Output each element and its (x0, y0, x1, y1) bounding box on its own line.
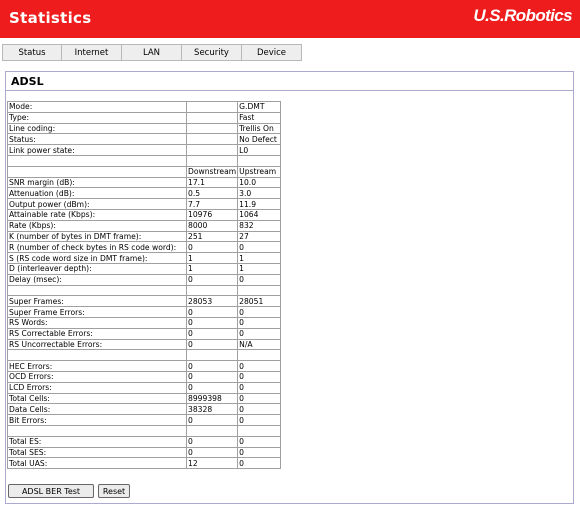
row-label: LCD Errors: (8, 382, 187, 393)
row-upstream: 1 (238, 253, 281, 264)
row-upstream: 0 (238, 307, 281, 318)
spacer-row (8, 350, 281, 361)
table-row (8, 242, 281, 253)
row-label: Link power state: (8, 145, 187, 156)
row-label: Line coding: (8, 123, 187, 134)
row-upstream: 0 (238, 382, 281, 393)
row-upstream: N/A (238, 339, 281, 350)
row-label: Super Frame Errors: (8, 307, 187, 318)
table-row (8, 209, 281, 220)
nav-tabs (2, 44, 302, 61)
row-downstream: 1 (187, 253, 238, 264)
row-downstream: 0 (187, 242, 238, 253)
row-label: Attainable rate (Kbps): (8, 209, 187, 220)
row-value-empty (187, 123, 238, 134)
row-downstream: 7.7 (187, 199, 238, 210)
row-downstream: 0 (187, 436, 238, 447)
row-upstream: 0 (238, 404, 281, 415)
row-value-empty (187, 145, 238, 156)
row-upstream: 0 (238, 371, 281, 382)
row-downstream: 38328 (187, 404, 238, 415)
row-value-empty (187, 102, 238, 113)
row-downstream: 0 (187, 382, 238, 393)
row-downstream: 8000 (187, 220, 238, 231)
row-value: Fast (238, 112, 281, 123)
row-downstream: 17.1 (187, 177, 238, 188)
table-row (8, 145, 281, 156)
row-label: RS Uncorrectable Errors: (8, 339, 187, 350)
reset-button[interactable]: Reset (98, 484, 130, 498)
row-label: Total UAS: (8, 458, 187, 469)
table-row (8, 393, 281, 404)
row-downstream: 1 (187, 263, 238, 274)
tab-lan[interactable]: LAN (122, 44, 182, 61)
row-upstream: 0 (238, 317, 281, 328)
row-downstream: 0 (187, 371, 238, 382)
row-label: Data Cells: (8, 404, 187, 415)
row-downstream: 10976 (187, 209, 238, 220)
row-upstream: 11.9 (238, 199, 281, 210)
row-upstream: 28051 (238, 296, 281, 307)
row-upstream: 0 (238, 328, 281, 339)
table-row (8, 328, 281, 339)
row-value: No Defect (238, 134, 281, 145)
row-value: G.DMT (238, 102, 281, 113)
table-row (8, 231, 281, 242)
row-label: Type: (8, 112, 187, 123)
row-downstream: 251 (187, 231, 238, 242)
row-upstream: 0 (238, 242, 281, 253)
table-row (8, 123, 281, 134)
table-row (8, 371, 281, 382)
column-header-row (8, 166, 281, 177)
row-label: Total ES: (8, 436, 187, 447)
section-header (5, 71, 574, 91)
row-label: Attenuation (dB): (8, 188, 187, 199)
row-label: Total Cells: (8, 393, 187, 404)
table-row (8, 415, 281, 426)
row-label: D (interleaver depth): (8, 263, 187, 274)
row-value: L0 (238, 145, 281, 156)
row-value-empty (187, 134, 238, 145)
table-row (8, 274, 281, 285)
row-upstream: 832 (238, 220, 281, 231)
row-label: Status: (8, 134, 187, 145)
row-upstream: 0 (238, 458, 281, 469)
table-row (8, 199, 281, 210)
row-upstream: 0 (238, 415, 281, 426)
row-downstream: 12 (187, 458, 238, 469)
row-upstream: 0 (238, 436, 281, 447)
brand-logo: U.S.Robotics (473, 6, 572, 25)
row-label: Bit Errors: (8, 415, 187, 426)
table-row (8, 177, 281, 188)
table-row (8, 436, 281, 447)
table-row (8, 458, 281, 469)
row-downstream: 0 (187, 317, 238, 328)
row-downstream: 28053 (187, 296, 238, 307)
table-row (8, 112, 281, 123)
row-upstream: 3.0 (238, 188, 281, 199)
table-row (8, 339, 281, 350)
row-label: K (number of bytes in DMT frame): (8, 231, 187, 242)
row-label: RS Correctable Errors: (8, 328, 187, 339)
table-row (8, 253, 281, 264)
row-upstream: 0 (238, 274, 281, 285)
row-upstream: 27 (238, 231, 281, 242)
column-header-upstream: Upstream (238, 166, 281, 177)
row-downstream: 0 (187, 339, 238, 350)
row-label: Rate (Kbps): (8, 220, 187, 231)
row-upstream: 0 (238, 447, 281, 458)
row-downstream: 0 (187, 274, 238, 285)
row-upstream: 1 (238, 263, 281, 274)
action-buttons (8, 484, 130, 498)
row-label: Output power (dBm): (8, 199, 187, 210)
row-label: OCD Errors: (8, 371, 187, 382)
row-downstream: 0.5 (187, 188, 238, 199)
row-label: Total SES: (8, 447, 187, 458)
row-downstream: 0 (187, 447, 238, 458)
section-title: ADSL (11, 75, 44, 88)
table-row (8, 361, 281, 372)
page-title: Statistics (9, 9, 92, 27)
row-upstream: 1064 (238, 209, 281, 220)
table-row (8, 102, 281, 113)
row-label: Super Frames: (8, 296, 187, 307)
table-row (8, 134, 281, 145)
row-downstream: 0 (187, 328, 238, 339)
spacer-row (8, 155, 281, 166)
table-row (8, 447, 281, 458)
table-row (8, 317, 281, 328)
adsl-stats-table (7, 101, 281, 469)
spacer-row (8, 285, 281, 296)
table-row (8, 382, 281, 393)
row-upstream: 0 (238, 361, 281, 372)
row-label: Mode: (8, 102, 187, 113)
row-value: Trellis On (238, 123, 281, 134)
table-row (8, 404, 281, 415)
tab-security[interactable]: Security (182, 44, 242, 61)
row-label: R (number of check bytes in RS code word): (8, 242, 187, 253)
column-header-downstream: Downstream (188, 167, 237, 177)
row-label: S (RS code word size in DMT frame): (8, 253, 187, 264)
row-label: Delay (msec): (8, 274, 187, 285)
row-label: HEC Errors: (8, 361, 187, 372)
tab-device[interactable]: Device (242, 44, 302, 61)
row-downstream: 0 (187, 415, 238, 426)
table-row (8, 307, 281, 318)
table-row (8, 220, 281, 231)
table-row (8, 296, 281, 307)
row-label: SNR margin (dB): (8, 177, 187, 188)
row-upstream: 0 (238, 393, 281, 404)
header-bar (0, 0, 580, 38)
row-upstream: 10.0 (238, 177, 281, 188)
row-label: RS Words: (8, 317, 187, 328)
tab-internet[interactable]: Internet (62, 44, 122, 61)
row-value-empty (187, 112, 238, 123)
row-downstream: 0 (187, 307, 238, 318)
table-row (8, 263, 281, 274)
tab-status[interactable]: Status (2, 44, 62, 61)
row-downstream: 8999398 (187, 393, 238, 404)
table-row (8, 188, 281, 199)
spacer-row (8, 425, 281, 436)
row-downstream: 0 (187, 361, 238, 372)
adsl-ber-test-button[interactable]: ADSL BER Test (8, 484, 94, 498)
